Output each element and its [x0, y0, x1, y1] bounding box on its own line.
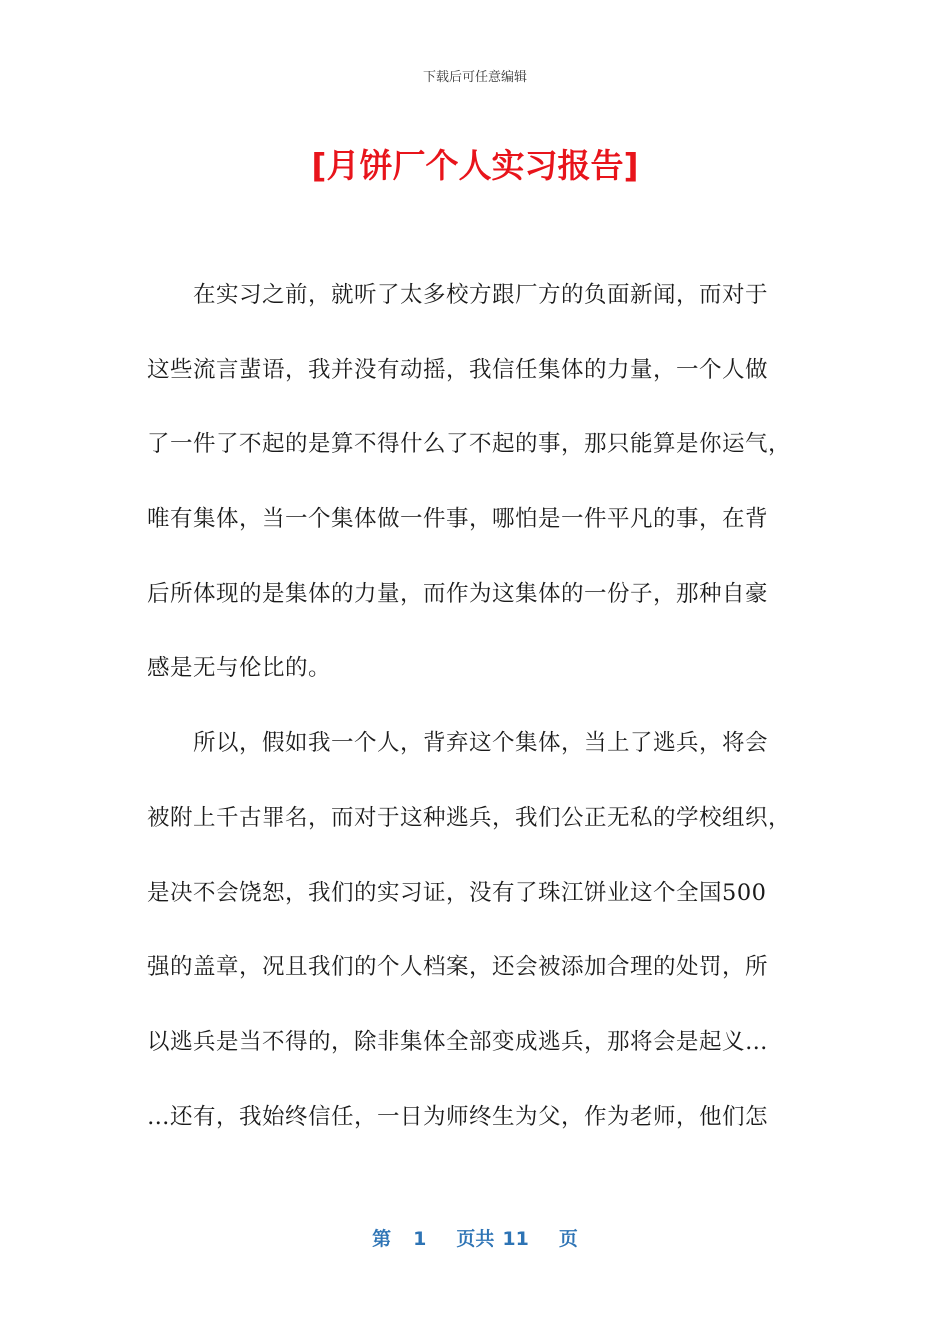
text-line: 所以，假如我一个人，背弃这个集体，当上了逃兵，将会: [147, 730, 769, 757]
total-pages: 11: [502, 1228, 529, 1250]
header-note: 下载后可任意编辑: [422, 70, 527, 85]
text-line: …还有，我始终信任，一日为师终生为父，作为老师，他们怎: [147, 1103, 769, 1130]
text-line: 被附上千古罪名，而对于这种逃兵，我们公正无私的学校组织，: [147, 804, 792, 831]
page-footer: [0, 1224, 950, 1251]
page-label-suffix: 页: [558, 1228, 578, 1250]
text-line: 强的盖章，况且我们的个人档案，还会被添加合理的处罚，所: [147, 954, 769, 981]
text-line: 感是无与伦比的。: [147, 655, 332, 682]
text-line: 在实习之前，就听了太多校方跟厂方的负面新闻，而对于: [147, 282, 769, 308]
page-label-mid: 页共: [456, 1228, 495, 1250]
text-line: 这些流言蜚语，我并没有动摇，我信任集体的力量，一个人做: [147, 356, 769, 383]
page-label-prefix: 第: [372, 1228, 392, 1250]
body-text: [147, 271, 827, 1167]
text-line: 了一件了不起的是算不得什么了不起的事，那只能算是你运气，: [147, 431, 792, 458]
text-line: 以逃兵是当不得的，除非集体全部变成逃兵，那将会是起义…: [147, 1028, 769, 1055]
page-number: 1: [413, 1228, 427, 1250]
document-title: [月饼厂个人实习报告]: [311, 146, 639, 185]
text-line: 唯有集体，当一个集体做一件事，哪怕是一件平凡的事，在背: [147, 506, 769, 533]
text-line: 后所体现的是集体的力量，而作为这集体的一份子，那种自豪: [147, 580, 769, 607]
text-line: 是决不会饶恕，我们的实习证，没有了珠江饼业这个全国500: [147, 879, 767, 906]
